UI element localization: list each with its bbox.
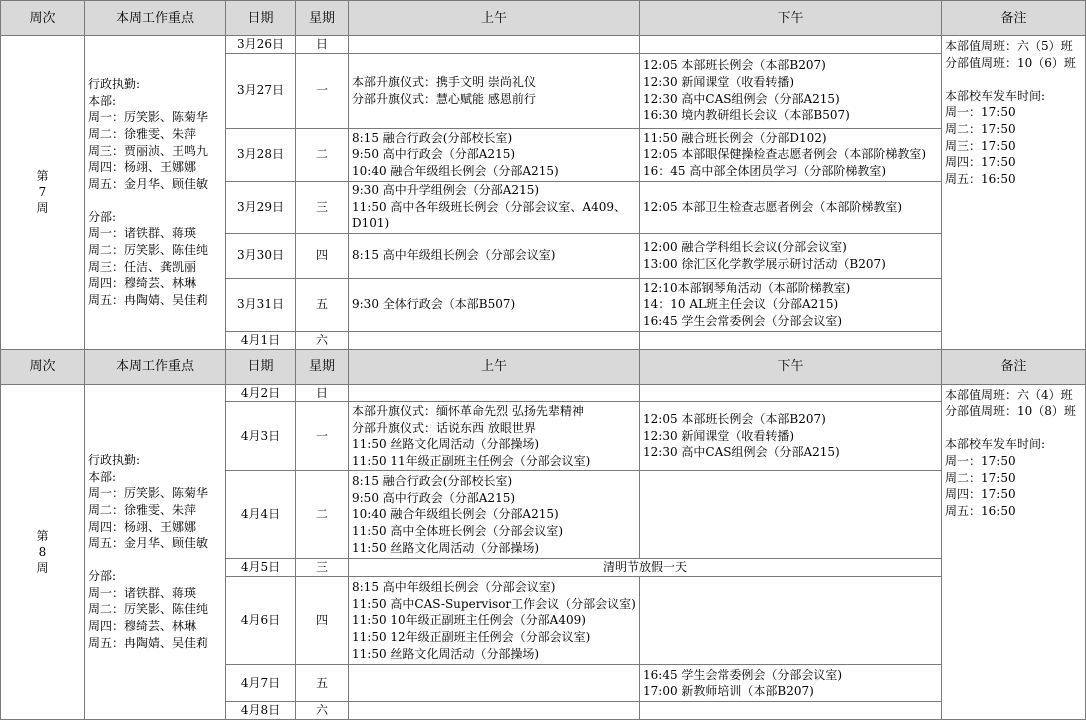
text-line: 周一：诸铁群、蒋瑛	[88, 585, 197, 600]
text-line: 分部升旗仪式：话说东西 放眼世界	[352, 420, 536, 435]
text-line: 11:50 高中各年级班长例会（分部会议室、A409、	[352, 199, 626, 214]
date-cell: 4月4日	[226, 471, 296, 559]
text-line: 周三：任洁、龚凯丽	[88, 259, 197, 274]
text-line: 12:30 新闻课堂（收看转播)	[643, 75, 795, 89]
morning-cell	[349, 577, 640, 665]
header-date: 日期	[226, 1, 296, 36]
text-line: 周四：穆绮芸、林琳	[88, 619, 197, 634]
weekday-cell: 一	[296, 53, 349, 128]
weekday-cell: 日	[296, 36, 349, 54]
date-cell: 4月6日	[226, 577, 296, 665]
day-row	[1, 384, 1086, 402]
text-line: 周一：厉笑影、陈菊华	[88, 110, 209, 125]
text-line: 周五：16:50	[945, 171, 1016, 186]
afternoon-cell	[640, 233, 942, 278]
morning-cell	[349, 53, 640, 128]
text-line: 周二：徐雅雯、朱萍	[88, 502, 197, 517]
text-line: 周四：杨翊、王娜娜	[88, 519, 197, 534]
weekday-cell: 四	[296, 233, 349, 278]
spacer	[945, 71, 1085, 88]
afternoon-cell	[640, 702, 942, 720]
header-date: 日期	[226, 349, 296, 384]
text-line: 周一：厉笑影、陈菊华	[88, 486, 209, 501]
text-line: 周五：金月华、顾佳敏	[88, 176, 209, 191]
weekday-cell: 二	[296, 471, 349, 559]
text-line: 周四：穆绮芸、林琳	[88, 276, 197, 291]
afternoon-cell	[640, 384, 942, 402]
text-line: 本部升旗仪式：携手文明 崇尚礼仪	[352, 75, 536, 89]
text-line: 周四：17:50	[945, 155, 1016, 170]
date-cell: 4月1日	[226, 331, 296, 349]
text-line: 12:00 融合学科组长会议(分部会议室)	[643, 240, 847, 254]
week-remarks	[942, 36, 1086, 350]
text-line: 12:30 高中CAS组例会（分部A215)	[643, 91, 840, 106]
text-line: 周三：贾丽浈、王鸣九	[88, 143, 209, 158]
text-line: 周五：冉陶婧、吴佳莉	[88, 635, 209, 650]
date-cell: 3月29日	[226, 181, 296, 233]
weekday-cell: 三	[296, 181, 349, 233]
afternoon-cell	[640, 331, 942, 349]
date-cell: 4月5日	[226, 559, 296, 577]
weekday-cell: 五	[296, 665, 349, 702]
text-line: 10:40 融合年级组长例会（分部A215)	[352, 507, 559, 522]
header-weekday: 星期	[296, 349, 349, 384]
text-line: 本部值周班：六（5）班	[945, 39, 1073, 53]
spacer	[88, 192, 225, 209]
afternoon-cell	[640, 577, 942, 665]
text-line: 9:30 高中升学组例会（分部A215)	[352, 183, 540, 198]
text-line: 11:50 10年级正副班主任例会（分部A409)	[352, 613, 586, 628]
header-weekday: 星期	[296, 1, 349, 36]
text-line: 8:15 高中年级组长例会（分部会议室)	[352, 248, 556, 263]
text-line: 16:45 学生会常委例会（分部会议室)	[643, 667, 843, 682]
weekday-cell: 六	[296, 331, 349, 349]
morning-cell	[349, 128, 640, 181]
text-line: 周四：杨翊、王娜娜	[88, 160, 197, 175]
morning-cell	[349, 36, 640, 54]
header-week: 周次	[1, 1, 85, 36]
header-afternoon: 下午	[640, 349, 942, 384]
header-row	[1, 1, 1086, 36]
text-line: 14：10 AL班主任会议（分部A215)	[643, 297, 839, 312]
weekday-cell: 一	[296, 402, 349, 471]
text-line: 9:30 全体行政会（本部B507)	[352, 297, 516, 312]
date-cell: 4月2日	[226, 384, 296, 402]
text-line: 8:15 融合行政会(分部校长室)	[352, 474, 513, 489]
text-line: 行政执勤:	[88, 453, 141, 468]
text-line: 本部校车发车时间:	[945, 437, 1046, 452]
morning-cell	[349, 331, 640, 349]
afternoon-cell	[640, 402, 942, 471]
morning-cell	[349, 384, 640, 402]
weekday-cell: 六	[296, 702, 349, 720]
weekday-cell: 二	[296, 128, 349, 181]
morning-cell	[349, 402, 640, 471]
header-row	[1, 349, 1086, 384]
text-line: 11:50 11年级正副班主任例会（分部会议室)	[352, 453, 591, 468]
morning-cell	[349, 702, 640, 720]
text-line: 周四：17:50	[945, 487, 1016, 502]
text-line: 分部升旗仪式：慧心赋能 感恩前行	[352, 91, 536, 106]
morning-cell	[349, 278, 640, 331]
text-line: 本部校车发车时间:	[945, 88, 1046, 103]
morning-cell	[349, 665, 640, 702]
week-focus	[85, 384, 226, 719]
text-line: 11:50 12年级正副班主任例会（分部会议室)	[352, 629, 591, 644]
weekday-cell: 五	[296, 278, 349, 331]
date-cell: 3月26日	[226, 36, 296, 54]
text-line: 分部值周班：10（8）班	[945, 404, 1076, 419]
text-line: 16:45 学生会常委例会（分部会议室)	[643, 313, 843, 328]
date-cell: 4月8日	[226, 702, 296, 720]
date-cell: 4月3日	[226, 402, 296, 471]
text-line: 8:15 融合行政会(分部校长室)	[352, 130, 513, 145]
text-line: 12:05 本部眼保健操检查志愿者例会（本部阶梯教室)	[643, 147, 927, 162]
afternoon-cell	[640, 128, 942, 181]
text-line: 周五：冉陶婧、吴佳莉	[88, 292, 209, 307]
day-row	[1, 36, 1086, 54]
text-line: 周三：17:50	[945, 138, 1016, 153]
header-remarks: 备注	[942, 349, 1086, 384]
morning-cell	[349, 181, 640, 233]
weekday-cell: 四	[296, 577, 349, 665]
date-cell: 3月31日	[226, 278, 296, 331]
header-focus: 本周工作重点	[85, 349, 226, 384]
text-line: 周一：诸铁群、蒋瑛	[88, 226, 197, 241]
week-label: 第 7 周	[1, 36, 85, 350]
text-line: 12:10本部钢琴角活动（本部阶梯教室)	[643, 280, 851, 295]
date-cell: 4月7日	[226, 665, 296, 702]
text-line: 周一：17:50	[945, 453, 1016, 468]
spacer	[88, 552, 225, 569]
text-line: 12:05 本部班长例会（本部B207)	[643, 412, 826, 427]
weekday-cell: 三	[296, 559, 349, 577]
holiday-cell: 清明节放假一天	[349, 559, 942, 577]
weekday-cell: 日	[296, 384, 349, 402]
text-line: 11:50 丝路文化周活动（分部操场)	[352, 540, 540, 555]
header-afternoon: 下午	[640, 1, 942, 36]
text-line: 9:50 高中行政会（分部A215)	[352, 490, 516, 505]
morning-cell	[349, 471, 640, 559]
text-line: 11:50 丝路文化周活动（分部操场)	[352, 646, 540, 661]
date-cell: 3月30日	[226, 233, 296, 278]
text-line: 分部值周班：10（6）班	[945, 55, 1076, 70]
text-line: 分部:	[88, 209, 117, 224]
text-line: 11:50 丝路文化周活动（分部操场)	[352, 437, 540, 452]
text-line: 周二：厉笑影、陈佳纯	[88, 602, 209, 617]
text-line: 11:50 融合班长例会（分部D102)	[643, 130, 827, 145]
header-morning: 上午	[349, 349, 640, 384]
date-cell: 3月28日	[226, 128, 296, 181]
text-line: 周二：17:50	[945, 470, 1016, 485]
text-line: 12:30 新闻课堂（收看转播)	[643, 428, 795, 443]
text-line: 周二：17:50	[945, 121, 1016, 136]
morning-cell	[349, 233, 640, 278]
text-line: 11:50 高中CAS-Supervisor工作会议（分部会议室)	[352, 596, 636, 611]
text-line: 本部升旗仪式：缅怀革命先烈 弘扬先辈精神	[352, 404, 584, 418]
text-line: 8:15 高中年级组长例会（分部会议室)	[352, 580, 556, 595]
spacer	[945, 420, 1085, 437]
text-line: 周五：16:50	[945, 503, 1016, 518]
text-line: 12:30 高中CAS组例会（分部A215)	[643, 445, 840, 460]
week-remarks	[942, 384, 1086, 719]
text-line: 周一：17:50	[945, 105, 1016, 120]
text-line: 16：45 高中部全体团员学习（分部阶梯教室)	[643, 163, 887, 178]
text-line: 17:00 新教师培训（本部B207)	[643, 684, 814, 699]
text-line: 周五：金月华、顾佳敏	[88, 536, 209, 551]
text-line: 16:30 境内教研组长会议（本部B507)	[643, 108, 850, 123]
text-line: D101)	[352, 216, 390, 231]
afternoon-cell	[640, 36, 942, 54]
afternoon-cell	[640, 278, 942, 331]
week-label: 第 8 周	[1, 384, 85, 719]
afternoon-cell	[640, 181, 942, 233]
text-line: 行政执勤:	[88, 77, 141, 92]
date-cell: 3月27日	[226, 53, 296, 128]
text-line: 周二：厉笑影、陈佳纯	[88, 243, 209, 258]
text-line: 9:50 高中行政会（分部A215)	[352, 147, 516, 162]
header-focus: 本周工作重点	[85, 1, 226, 36]
week-focus	[85, 36, 226, 350]
header-week: 周次	[1, 349, 85, 384]
header-morning: 上午	[349, 1, 640, 36]
header-remarks: 备注	[942, 1, 1086, 36]
text-line: 10:40 融合年级组长例会（分部A215)	[352, 163, 559, 178]
text-line: 本部:	[88, 93, 117, 108]
text-line: 12:05 本部班长例会（本部B207)	[643, 58, 826, 73]
text-line: 12:05 本部卫生检查志愿者例会（本部阶梯教室)	[643, 199, 903, 214]
text-line: 13:00 徐汇区化学教学展示研讨活动（B207)	[643, 256, 886, 271]
text-line: 周二：徐雅雯、朱萍	[88, 126, 197, 141]
text-line: 11:50 高中全体班长例会（分部会议室)	[352, 523, 564, 538]
text-line: 本部:	[88, 469, 117, 484]
afternoon-cell	[640, 665, 942, 702]
afternoon-cell	[640, 471, 942, 559]
text-line: 分部:	[88, 569, 117, 584]
afternoon-cell	[640, 53, 942, 128]
text-line: 本部值周班：六（4）班	[945, 387, 1073, 402]
